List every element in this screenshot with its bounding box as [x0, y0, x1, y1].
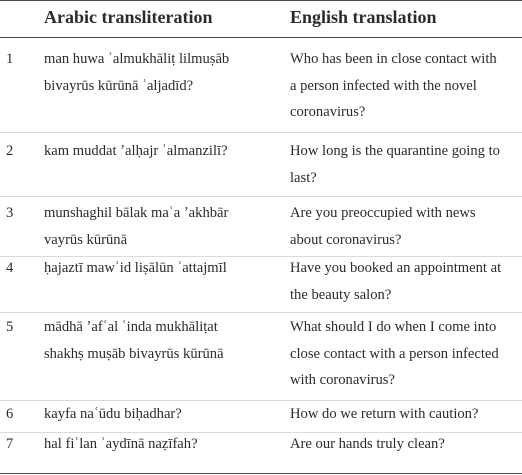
row-7-arabic-line-1: hal fiʿlan ʾaydīnā naẓīfah? [44, 436, 198, 452]
row-3-english-line-2: about coronavirus? [290, 231, 402, 248]
row-5-arabic-line-2: shakhṣ muṣāb bivayrūs kūrūnā [44, 345, 224, 362]
row-3-arabic-line-1: munshaghil bālak maʿa ʼakhbār [44, 205, 229, 221]
row-1-english-line-3: coronavirus? [290, 104, 366, 120]
row-5-number: 5 [6, 319, 14, 335]
row-2-arabic-line-1: kam muddat ʼalḥajr ʾalmanzilī? [44, 143, 228, 159]
row-5-english-line-1: What should I do when I come into [290, 319, 497, 335]
row-2-english-line-1: How long is the quarantine going to [290, 143, 500, 159]
row-6-english-line-1: How do we return with caution? [290, 406, 479, 422]
row-4-arabic-line-1: ḥajaztī mawʿid liṣālūn ʾattajmīl [44, 260, 227, 276]
table-bottom-rule [0, 473, 522, 474]
header-rule [0, 37, 522, 38]
row-3-arabic-line-2: vayrūs kūrūnā [44, 231, 128, 248]
row-5-english-line-2: close contact with a person infected [290, 345, 499, 362]
row-1-number: 1 [6, 51, 14, 67]
row-3-english-line-1: Are you preoccupied with news [290, 205, 476, 221]
row-2-english-line-2: last? [290, 169, 317, 186]
row-4-english-line-2: the beauty salon? [290, 286, 392, 303]
row-2-number: 2 [6, 143, 14, 159]
row-separator [0, 132, 522, 133]
row-4-number: 4 [6, 260, 14, 276]
row-1-english-line-2: a person infected with the novel [290, 77, 477, 94]
row-5-english-line-3: with coronavirus? [290, 372, 395, 388]
row-1-arabic-line-2: bivayrūs kūrūnā ʾaljadīd? [44, 77, 194, 94]
row-4-english-line-1: Have you booked an appointment at [290, 260, 502, 276]
row-6-arabic-line-1: kayfa naʿūdu biḥadhar? [44, 406, 182, 422]
row-7-english-line-1: Are our hands truly clean? [290, 436, 445, 452]
header-english-translation: English translation [290, 7, 437, 27]
header-arabic-transliteration: Arabic transliteration [44, 7, 213, 27]
row-separator [0, 196, 522, 197]
row-6-number: 6 [6, 406, 14, 422]
row-7-number: 7 [6, 436, 14, 452]
table-top-rule [0, 0, 522, 1]
row-1-arabic-line-1: man huwa ʾalmukhāliṭ lilmuṣāb [44, 51, 230, 67]
row-separator [0, 312, 522, 313]
row-5-arabic-line-1: mādhā ʼafʿal ʿinda mukhāliṭat [44, 319, 218, 335]
row-1-english-line-1: Who has been in close contact with [290, 51, 497, 67]
row-3-number: 3 [6, 205, 14, 221]
